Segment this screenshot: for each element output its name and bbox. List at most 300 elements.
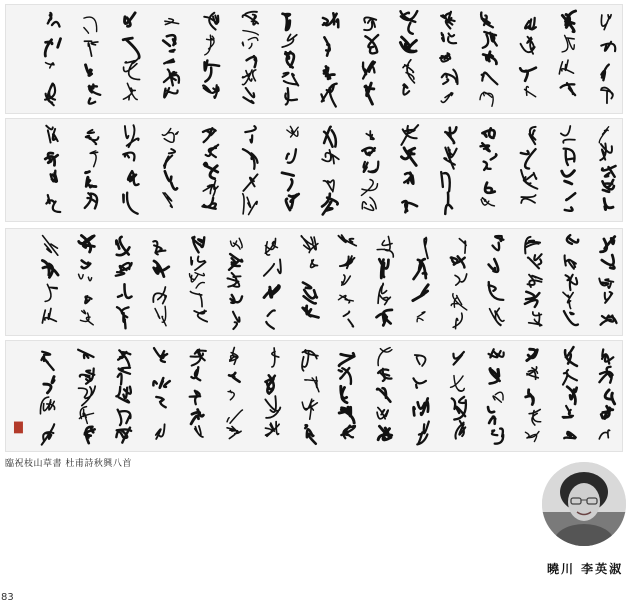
brush-stroke bbox=[340, 256, 355, 268]
calligraphy-column bbox=[123, 13, 139, 100]
brush-stroke bbox=[116, 263, 132, 276]
brush-stroke bbox=[602, 349, 613, 363]
brush-stroke bbox=[602, 255, 615, 268]
brush-stroke bbox=[265, 396, 280, 418]
brush-stroke bbox=[322, 150, 339, 164]
brush-stroke bbox=[602, 166, 615, 177]
brush-stroke bbox=[123, 153, 134, 161]
calligraphy-column bbox=[488, 349, 504, 443]
brush-stroke bbox=[488, 407, 495, 424]
brush-stroke bbox=[42, 309, 56, 324]
brush-stroke bbox=[414, 259, 427, 279]
brush-stroke bbox=[403, 84, 409, 94]
brush-stroke bbox=[264, 259, 281, 275]
brush-stroke bbox=[338, 295, 353, 303]
brush-stroke bbox=[118, 350, 130, 365]
calligraphy-column bbox=[561, 126, 575, 211]
brush-stroke bbox=[563, 292, 573, 308]
brush-stroke bbox=[378, 283, 390, 304]
calligraphy-column bbox=[163, 19, 179, 98]
brush-stroke bbox=[191, 349, 206, 365]
brush-stroke bbox=[442, 33, 457, 43]
calligraphy-scroll-section-3 bbox=[5, 228, 623, 336]
brush-stroke bbox=[302, 399, 317, 419]
brush-stroke bbox=[123, 38, 139, 58]
brush-stroke bbox=[480, 92, 493, 106]
brush-stroke bbox=[164, 88, 177, 98]
brush-stroke bbox=[229, 373, 239, 382]
brush-stroke bbox=[116, 387, 131, 403]
brush-stroke bbox=[153, 378, 169, 388]
brush-stroke bbox=[341, 386, 347, 402]
calligraphy-column bbox=[227, 238, 242, 329]
brush-stroke bbox=[163, 35, 175, 46]
brush-stroke bbox=[46, 63, 54, 68]
brush-stroke bbox=[362, 148, 374, 155]
brush-stroke bbox=[283, 14, 290, 30]
artwork-caption: 臨祝枝山草書 杜甫詩秋興八首 bbox=[5, 459, 132, 469]
calligraphy-column bbox=[42, 236, 58, 323]
brush-stroke bbox=[324, 127, 336, 147]
brush-stroke bbox=[378, 369, 391, 381]
brush-stroke bbox=[365, 83, 374, 104]
brush-stroke bbox=[192, 237, 204, 252]
brush-stroke bbox=[451, 256, 465, 267]
brush-stroke bbox=[191, 256, 206, 270]
brush-stroke bbox=[191, 410, 203, 424]
brush-stroke bbox=[366, 131, 374, 139]
calligraphy-column bbox=[440, 12, 457, 103]
brush-stroke bbox=[493, 392, 503, 402]
brush-stroke bbox=[378, 348, 392, 366]
brush-stroke bbox=[599, 278, 613, 288]
calligraphy-column bbox=[242, 12, 258, 103]
brush-stroke bbox=[156, 424, 165, 439]
brush-stroke bbox=[266, 310, 274, 328]
calligraphy-column bbox=[190, 349, 206, 437]
brush-stroke bbox=[243, 88, 254, 103]
brush-stroke bbox=[377, 407, 388, 418]
brush-stroke bbox=[441, 172, 450, 191]
brush-stroke bbox=[442, 70, 458, 84]
brush-stroke bbox=[481, 198, 494, 206]
brush-stroke bbox=[156, 397, 165, 407]
brush-stroke bbox=[525, 86, 536, 96]
calligraphy-column bbox=[227, 347, 242, 438]
brush-stroke bbox=[190, 292, 202, 307]
brush-stroke bbox=[402, 201, 417, 212]
brush-stroke bbox=[451, 294, 467, 310]
brush-stroke bbox=[562, 35, 574, 52]
brush-stroke bbox=[364, 162, 379, 173]
calligraphy-scroll-section-2 bbox=[5, 118, 623, 222]
brush-stroke bbox=[89, 85, 101, 104]
brush-stroke bbox=[565, 255, 576, 268]
brush-stroke bbox=[459, 239, 466, 254]
brush-stroke bbox=[90, 151, 98, 167]
calligraphy-column bbox=[599, 237, 616, 325]
brush-stroke bbox=[564, 149, 575, 165]
brush-stroke bbox=[401, 11, 418, 34]
brush-stroke bbox=[520, 68, 536, 81]
calligraphy-column bbox=[563, 235, 578, 325]
calligraphy-column bbox=[413, 238, 428, 322]
brush-stroke bbox=[321, 84, 336, 107]
brush-stroke bbox=[195, 426, 203, 437]
brush-stroke bbox=[84, 41, 97, 56]
brush-stroke bbox=[305, 425, 316, 444]
brush-stroke bbox=[154, 348, 167, 362]
brush-stroke bbox=[153, 241, 165, 254]
brush-stroke bbox=[286, 149, 296, 163]
brush-stroke bbox=[562, 11, 575, 32]
brush-stroke bbox=[155, 306, 166, 325]
calligraphy-column bbox=[84, 17, 100, 104]
cursive-script-image-3 bbox=[6, 229, 622, 335]
calligraphy-column bbox=[339, 353, 355, 438]
brush-stroke bbox=[482, 72, 498, 84]
brush-stroke bbox=[303, 282, 317, 303]
brush-stroke bbox=[190, 273, 205, 288]
brush-stroke bbox=[123, 193, 137, 214]
brush-stroke bbox=[190, 391, 200, 405]
brush-stroke bbox=[46, 126, 57, 143]
brush-stroke bbox=[605, 390, 615, 404]
brush-stroke bbox=[227, 273, 240, 287]
brush-stroke bbox=[404, 173, 413, 184]
calligraphy-column bbox=[123, 125, 138, 213]
brush-stroke bbox=[417, 422, 429, 445]
brush-stroke bbox=[285, 52, 294, 68]
brush-stroke bbox=[153, 287, 166, 304]
brush-stroke bbox=[481, 143, 497, 159]
brush-stroke bbox=[78, 350, 93, 358]
brush-stroke bbox=[324, 37, 329, 55]
brush-stroke bbox=[227, 426, 241, 438]
calligraphy-column bbox=[481, 128, 497, 205]
brush-stroke bbox=[601, 88, 613, 104]
brush-stroke bbox=[401, 125, 418, 145]
brush-stroke bbox=[45, 39, 60, 56]
brush-stroke bbox=[205, 60, 220, 81]
brush-stroke bbox=[529, 127, 535, 144]
brush-stroke bbox=[413, 285, 428, 301]
brush-stroke bbox=[528, 275, 542, 287]
brush-stroke bbox=[341, 426, 355, 439]
brush-stroke bbox=[339, 407, 354, 423]
brush-stroke bbox=[86, 65, 92, 76]
calligraphy-column bbox=[264, 238, 281, 328]
brush-stroke bbox=[481, 13, 493, 28]
brush-stroke bbox=[526, 390, 534, 405]
calligraphy-column bbox=[302, 350, 319, 444]
brush-stroke bbox=[286, 194, 299, 210]
brush-stroke bbox=[79, 407, 93, 424]
brush-stroke bbox=[247, 56, 257, 67]
brush-stroke bbox=[303, 306, 319, 318]
brush-stroke bbox=[243, 12, 258, 25]
brush-stroke bbox=[245, 126, 255, 142]
calligraphy-column bbox=[153, 348, 169, 439]
brush-stroke bbox=[203, 128, 216, 142]
brush-stroke bbox=[45, 284, 57, 301]
brush-stroke bbox=[282, 173, 294, 191]
calligraphy-column bbox=[40, 352, 54, 445]
brush-stroke bbox=[484, 162, 491, 170]
brush-stroke bbox=[44, 377, 54, 393]
brush-stroke bbox=[228, 391, 234, 400]
calligraphy-column bbox=[401, 125, 418, 212]
brush-stroke bbox=[601, 15, 611, 30]
brush-stroke bbox=[243, 194, 257, 215]
brush-stroke bbox=[378, 426, 391, 440]
brush-stroke bbox=[601, 316, 617, 325]
brush-stroke bbox=[559, 60, 573, 74]
brush-stroke bbox=[85, 296, 92, 303]
brush-stroke bbox=[402, 148, 417, 165]
brush-stroke bbox=[338, 235, 356, 246]
brush-stroke bbox=[265, 375, 274, 393]
brush-stroke bbox=[364, 17, 376, 30]
brush-stroke bbox=[230, 238, 242, 249]
brush-stroke bbox=[528, 254, 542, 268]
brush-stroke bbox=[565, 275, 577, 290]
brush-stroke bbox=[563, 406, 573, 418]
brush-stroke bbox=[490, 308, 504, 325]
brush-stroke bbox=[529, 409, 541, 425]
brush-stroke bbox=[118, 410, 131, 426]
brush-stroke bbox=[125, 13, 136, 26]
brush-stroke bbox=[490, 368, 500, 383]
artist-name: 曉川 李英淑 bbox=[547, 562, 624, 576]
brush-stroke bbox=[86, 172, 96, 187]
calligraphy-column bbox=[85, 130, 99, 209]
brush-stroke bbox=[242, 31, 258, 49]
calligraphy-column bbox=[45, 126, 60, 212]
artist-seal bbox=[14, 422, 23, 434]
brush-stroke bbox=[441, 12, 454, 29]
brush-stroke bbox=[43, 236, 58, 256]
page-number: 83 bbox=[1, 592, 14, 603]
calligraphy-column bbox=[162, 129, 178, 208]
brush-stroke bbox=[483, 52, 496, 64]
brush-stroke bbox=[452, 397, 466, 420]
calligraphy-column bbox=[190, 237, 208, 322]
calligraphy-column bbox=[79, 235, 95, 324]
calligraphy-column bbox=[480, 13, 497, 107]
artist-portrait bbox=[542, 462, 626, 546]
brush-stroke bbox=[565, 193, 575, 211]
calligraphy-column bbox=[451, 352, 466, 439]
brush-stroke bbox=[521, 149, 536, 168]
brush-stroke bbox=[527, 367, 538, 379]
brush-stroke bbox=[562, 171, 575, 184]
brush-stroke bbox=[322, 194, 338, 215]
brush-stroke bbox=[323, 13, 338, 27]
calligraphy-column bbox=[601, 15, 615, 103]
brush-stroke bbox=[489, 282, 504, 300]
brush-stroke bbox=[227, 410, 242, 423]
brush-stroke bbox=[80, 369, 94, 384]
brush-stroke bbox=[601, 42, 615, 52]
brush-stroke bbox=[301, 236, 318, 253]
calligraphy-column bbox=[282, 14, 298, 105]
brush-stroke bbox=[164, 50, 174, 64]
calligraphy-column bbox=[451, 239, 467, 329]
brush-stroke bbox=[565, 347, 577, 366]
brush-stroke bbox=[453, 352, 463, 365]
brush-stroke bbox=[82, 261, 91, 269]
brush-stroke bbox=[600, 144, 612, 161]
brush-stroke bbox=[124, 59, 140, 80]
brush-stroke bbox=[123, 83, 137, 99]
calligraphy-column bbox=[203, 128, 219, 209]
brush-stroke bbox=[204, 163, 217, 179]
calligraphy-column bbox=[322, 127, 339, 215]
brush-stroke bbox=[84, 17, 97, 33]
brush-stroke bbox=[599, 367, 612, 383]
calligraphy-column bbox=[377, 348, 392, 440]
brush-stroke bbox=[601, 237, 615, 252]
brush-stroke bbox=[163, 193, 172, 208]
brush-stroke bbox=[118, 368, 130, 385]
brush-stroke bbox=[413, 378, 425, 387]
brush-stroke bbox=[561, 126, 575, 143]
brush-stroke bbox=[164, 149, 175, 168]
brush-stroke bbox=[445, 193, 452, 214]
brush-stroke bbox=[525, 431, 539, 441]
cursive-script-image-2 bbox=[6, 119, 622, 221]
brush-stroke bbox=[451, 376, 465, 392]
brush-stroke bbox=[482, 128, 494, 138]
brush-stroke bbox=[441, 93, 453, 103]
brush-stroke bbox=[283, 73, 299, 86]
brush-stroke bbox=[85, 193, 97, 208]
calligraphy-column bbox=[153, 241, 168, 326]
brush-stroke bbox=[191, 367, 200, 380]
brush-stroke bbox=[164, 69, 179, 85]
brush-stroke bbox=[203, 198, 216, 209]
brush-stroke bbox=[567, 235, 578, 244]
portrait-photo bbox=[542, 462, 626, 546]
brush-stroke bbox=[242, 70, 255, 85]
calligraphy-column bbox=[400, 11, 417, 95]
brush-stroke bbox=[561, 83, 576, 95]
calligraphy-column bbox=[301, 236, 318, 318]
brush-stroke bbox=[116, 428, 131, 443]
brush-stroke bbox=[379, 259, 388, 278]
brush-stroke bbox=[344, 311, 354, 326]
brush-stroke bbox=[282, 34, 297, 47]
brush-stroke bbox=[45, 153, 57, 165]
brush-stroke bbox=[455, 274, 467, 285]
brush-stroke bbox=[342, 275, 351, 285]
calligraphy-column bbox=[363, 17, 378, 104]
brush-stroke bbox=[203, 85, 219, 98]
brush-stroke bbox=[162, 129, 178, 143]
brush-stroke bbox=[85, 427, 95, 443]
brush-stroke bbox=[230, 295, 242, 303]
brush-stroke bbox=[365, 35, 378, 53]
calligraphy-column bbox=[243, 126, 258, 214]
brush-stroke bbox=[567, 387, 576, 404]
brush-stroke bbox=[264, 286, 279, 298]
brush-stroke bbox=[417, 312, 425, 322]
brush-stroke bbox=[453, 313, 462, 329]
brush-stroke bbox=[324, 66, 334, 78]
brush-stroke bbox=[116, 237, 129, 255]
brush-stroke bbox=[40, 397, 54, 414]
calligraphy-column bbox=[45, 13, 60, 105]
calligraphy-column bbox=[361, 131, 378, 210]
calligraphy-column bbox=[116, 350, 131, 442]
calligraphy-column bbox=[525, 349, 540, 441]
brush-stroke bbox=[265, 422, 279, 437]
brush-stroke bbox=[525, 237, 540, 254]
brush-stroke bbox=[243, 149, 258, 169]
brush-stroke bbox=[599, 430, 609, 439]
brush-stroke bbox=[363, 61, 375, 78]
brush-stroke bbox=[377, 236, 393, 257]
brush-stroke bbox=[483, 32, 497, 48]
calligraphy-column bbox=[78, 350, 95, 443]
calligraphy-column bbox=[520, 18, 536, 97]
brush-stroke bbox=[564, 432, 575, 438]
brush-stroke bbox=[233, 312, 240, 329]
brush-stroke bbox=[339, 353, 354, 366]
brush-stroke bbox=[440, 53, 450, 61]
brush-stroke bbox=[128, 171, 138, 185]
calligraphy-column bbox=[525, 237, 542, 326]
brush-stroke bbox=[415, 355, 426, 366]
brush-stroke bbox=[206, 145, 219, 157]
brush-stroke bbox=[118, 284, 131, 298]
brush-stroke bbox=[285, 88, 297, 104]
brush-stroke bbox=[599, 127, 608, 143]
brush-stroke bbox=[376, 310, 391, 326]
calligraphy-column bbox=[203, 13, 219, 98]
brush-stroke bbox=[521, 170, 537, 189]
brush-stroke bbox=[563, 370, 577, 385]
brush-stroke bbox=[205, 35, 214, 55]
calligraphy-column bbox=[563, 347, 577, 438]
brush-stroke bbox=[79, 386, 96, 405]
brush-stroke bbox=[377, 388, 390, 401]
brush-stroke bbox=[80, 310, 93, 325]
brush-stroke bbox=[229, 254, 242, 270]
brush-stroke bbox=[125, 125, 139, 147]
brush-stroke bbox=[339, 368, 351, 384]
calligraphy-column bbox=[265, 348, 280, 436]
brush-stroke bbox=[403, 60, 414, 83]
brush-stroke bbox=[527, 349, 537, 360]
brush-stroke bbox=[194, 310, 207, 321]
calligraphy-scroll-section-4 bbox=[5, 340, 623, 452]
brush-stroke bbox=[521, 195, 535, 203]
brush-stroke bbox=[362, 197, 376, 210]
brush-stroke bbox=[400, 37, 416, 52]
brush-stroke bbox=[564, 311, 578, 325]
brush-stroke bbox=[525, 18, 536, 30]
calligraphy-column bbox=[376, 236, 393, 325]
brush-stroke bbox=[46, 195, 60, 212]
calligraphy-column bbox=[338, 235, 356, 327]
brush-stroke bbox=[79, 235, 95, 251]
brush-stroke bbox=[601, 406, 612, 418]
brush-stroke bbox=[45, 84, 55, 106]
brush-stroke bbox=[444, 148, 456, 169]
brush-stroke bbox=[311, 260, 318, 268]
